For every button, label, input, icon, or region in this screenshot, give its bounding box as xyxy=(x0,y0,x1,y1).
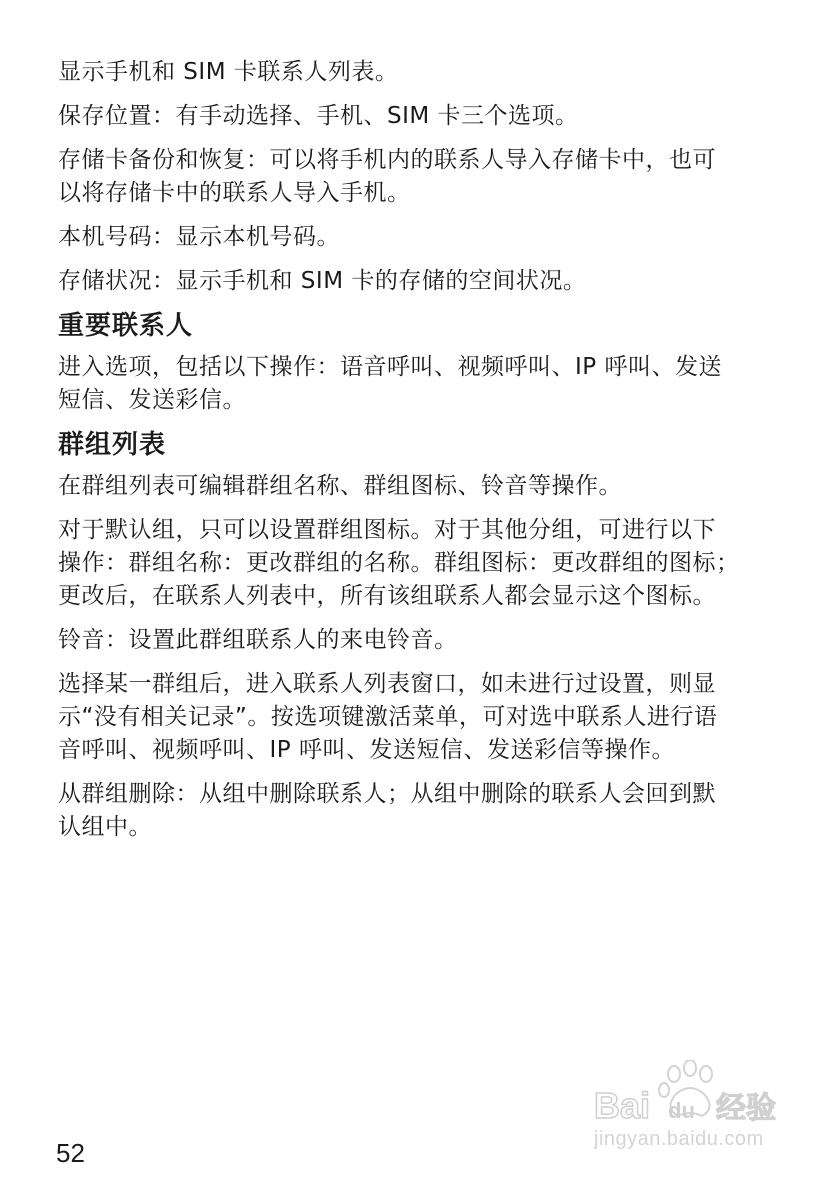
svg-text:Bai: Bai xyxy=(594,1085,651,1126)
paragraph-sim-contact-list: 显示手机和 SIM 卡联系人列表。 xyxy=(58,59,399,85)
paragraph-important-contacts-options: 进入选项，包括以下操作：语音呼叫、视频呼叫、IP 呼叫、发送 短信、发送彩信。 xyxy=(58,354,722,413)
paragraph-select-group: 选择某一群组后，进入联系人列表窗口，如未进行过设置，则显 示“没有相关记录”。按选项键激活菜单，可对选中联系人进行语 音呼叫、视频呼叫、IP 呼叫、发送短信、发送彩信等操作。 xyxy=(58,671,718,763)
paragraph-default-group: 对于默认组，只可以设置群组图标。对于其他分组，可进行以下 操作：群组名称：更改群组的名称。群组图标：更改群组的图标； 更改后，在联系人列表中，所有该组联系人都会显示这个图标。 xyxy=(58,517,740,609)
paragraph-ringtone: 铃音：设置此群组联系人的来电铃音。 xyxy=(58,627,458,653)
paragraph-save-location: 保存位置：有手动选择、手机、SIM 卡三个选项。 xyxy=(58,103,579,129)
svg-text:du: du xyxy=(668,1098,695,1123)
page-number: 52 xyxy=(56,1138,85,1168)
paragraph-remove-from-group: 从群组删除：从组中删除联系人；从组中删除的联系人会回到默 认组中。 xyxy=(58,781,716,840)
heading-group-list: 群组列表 xyxy=(58,430,167,460)
svg-text:经验: 经验 xyxy=(716,1091,776,1126)
document-page xyxy=(58,56,786,855)
watermark-url: jingyan.baidu.com xyxy=(594,1128,764,1150)
paragraph-group-edit: 在群组列表可编辑群组名称、群组图标、铃音等操作。 xyxy=(58,473,622,499)
paragraph-storage-status: 存储状况：显示手机和 SIM 卡的存储的空间状况。 xyxy=(58,268,587,294)
paragraph-memory-card-backup: 存储卡备份和恢复：可以将手机内的联系人导入存储卡中，也可 以将存储卡中的联系人导入手机。 xyxy=(58,147,716,206)
baidu-jingyan-watermark xyxy=(592,1060,792,1156)
paragraph-own-number: 本机号码：显示本机号码。 xyxy=(58,224,340,250)
heading-important-contacts: 重要联系人 xyxy=(58,311,194,341)
